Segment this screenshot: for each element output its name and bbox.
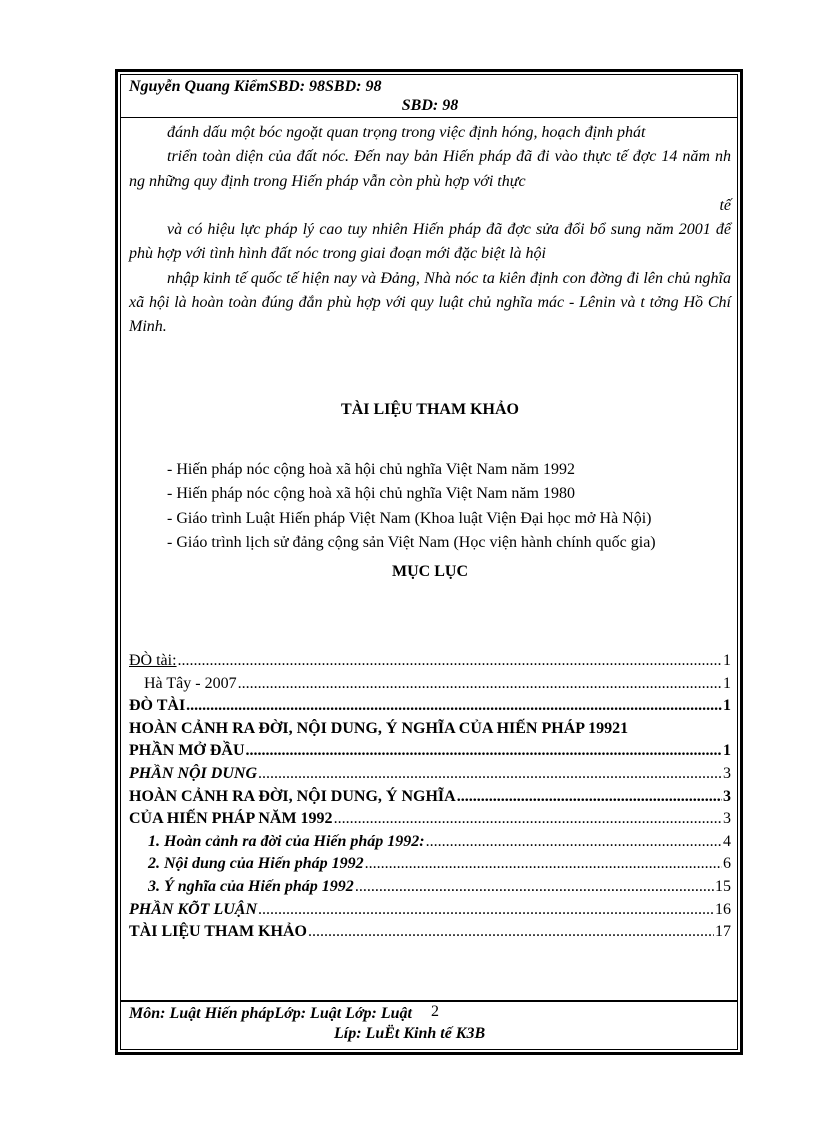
toc-entry-label: CỦA HIẾN PHÁP NĂM 1992 [129, 810, 333, 828]
toc-entry[interactable] [129, 650, 731, 673]
reference-item: - Hiến pháp nóc cộng hoà xã hội chủ nghĩa Việt Nam năm 1980 [167, 485, 575, 503]
body-paragraphs [129, 121, 731, 340]
page-footer [129, 1004, 731, 1044]
body-paragraph-2: triển toàn diện của đất nóc. Đến nay bản Hiến pháp đã đi vào thực tế đợc 14 năm nh ng những quy định trong Hiến pháp vẫn còn phù hợp với thực [129, 148, 731, 190]
footer-class-line: Líp: LuËt Kinh tế K3B [334, 1025, 486, 1042]
toc-entry-label: 3. Ý nghĩa của Hiến pháp 1992 [148, 877, 354, 895]
toc-entry[interactable] [129, 786, 731, 809]
toc-entry-page: 17 [715, 923, 731, 941]
toc-entry-page: 3 [723, 810, 731, 828]
body-paragraph-1: đánh dấu một bóc ngoặt quan trọng trong việc định hóng, hoạch định phát [167, 124, 646, 141]
toc-entry-page: 15 [715, 877, 731, 895]
toc-entry-label: ĐÒ TÀI [129, 697, 186, 715]
toc-entry[interactable] [129, 673, 731, 696]
toc-entry-page: 1 [723, 652, 731, 669]
reference-item: - Hiến pháp nóc cộng hoà xã hội chủ nghĩa Việt Nam năm 1992 [167, 461, 575, 478]
toc-entry[interactable] [129, 921, 731, 944]
toc-entry[interactable] [129, 876, 731, 899]
toc-entry-page: 1 [723, 697, 731, 715]
reference-item: - Giáo trình Luật Hiến pháp Việt Nam (Khoa luật Viện Đại học mở Hà Nội) [167, 509, 652, 527]
references-title: TÀI LIỆU THAM KHẢO [341, 401, 519, 418]
toc-entry-page: 3 [723, 764, 731, 782]
toc-entry-page: 6 [723, 855, 731, 873]
toc-entry[interactable] [129, 899, 731, 922]
toc-entry-label: 1. Hoàn cảnh ra đời của Hiến pháp 1992: [148, 832, 425, 850]
reference-item: - Giáo trình lịch sử đảng cộng sản Việt Nam (Học viện hành chính quốc gia) [167, 533, 656, 551]
toc-entry-label: PHẦN KÕT LUẬN [129, 900, 257, 918]
body-paragraph-3: và có hiệu lực pháp lý cao tuy nhiên Hiến pháp đã đợc sửa đổi bổ sung năm 2001 để phù hợp với tình hình đất nóc trong giai đoạn mới đặc biệt là hội [129, 221, 731, 263]
toc-entry-page: 1 [723, 742, 731, 760]
toc-entry[interactable] [129, 718, 731, 741]
toc-entry[interactable] [129, 740, 731, 763]
header-sbd-line: SBD: 98 [401, 97, 459, 114]
toc-entry-page: 1 [723, 674, 731, 692]
body-paragraph-2-end: tế [719, 196, 731, 214]
toc-entry-label: ĐÒ tài: [129, 652, 177, 669]
toc-entry[interactable] [129, 763, 731, 786]
toc-entry-page: 4 [723, 832, 731, 850]
toc-entry-label: 2. Nội dung của Hiến pháp 1992 [148, 855, 364, 873]
toc-title: MỤC LỤC [392, 563, 468, 580]
toc-entry-page: 3 [723, 787, 731, 805]
references-list [167, 458, 737, 555]
toc-entry[interactable] [129, 853, 731, 876]
toc-entry[interactable] [129, 695, 731, 718]
header-divider [121, 117, 737, 118]
header-author-line: Nguyễn Quang KiểmSBD: 98SBD: 98 [129, 78, 382, 95]
footer-divider [121, 1000, 737, 1002]
toc-entry-label: HOÀN CẢNH RA ĐỜI, NỘI DUNG, Ý NGHĨA [129, 787, 456, 805]
toc-entry-label: HOÀN CẢNH RA ĐỜI, NỘI DUNG, Ý NGHĨA CỦA HIẾN PHÁP 1992 [129, 719, 621, 737]
page-header [129, 77, 731, 115]
toc-entry-label: PHẦN MỞ ĐẦU [129, 742, 245, 760]
toc-entry-label: Hà Tây - 2007 [144, 674, 237, 692]
toc-entry-page: 1 [620, 719, 629, 737]
page-number: 2 [431, 1003, 439, 1020]
toc-entry-page: 16 [715, 900, 731, 918]
toc-entry-label: TÀI LIỆU THAM KHẢO [129, 923, 307, 941]
toc-entry-label: PHẦN NỘI DUNG [129, 764, 257, 782]
body-paragraph-4: nhập kinh tế quốc tế hiện nay và Đảng, Nhà nóc ta kiên định con đờng đi lên chủ nghĩa xã hội là hoàn toàn đúng đắn phù hợp với quy luật chủ nghĩa mác - Lênin và t tởng Hồ Chí Minh. [129, 269, 731, 336]
table-of-contents [129, 650, 731, 944]
toc-entry[interactable] [129, 831, 731, 854]
toc-entry[interactable] [129, 808, 731, 831]
footer-course-line: Môn: Luật Hiến phápLớp: Luật Lớp: Luật [129, 1005, 412, 1022]
